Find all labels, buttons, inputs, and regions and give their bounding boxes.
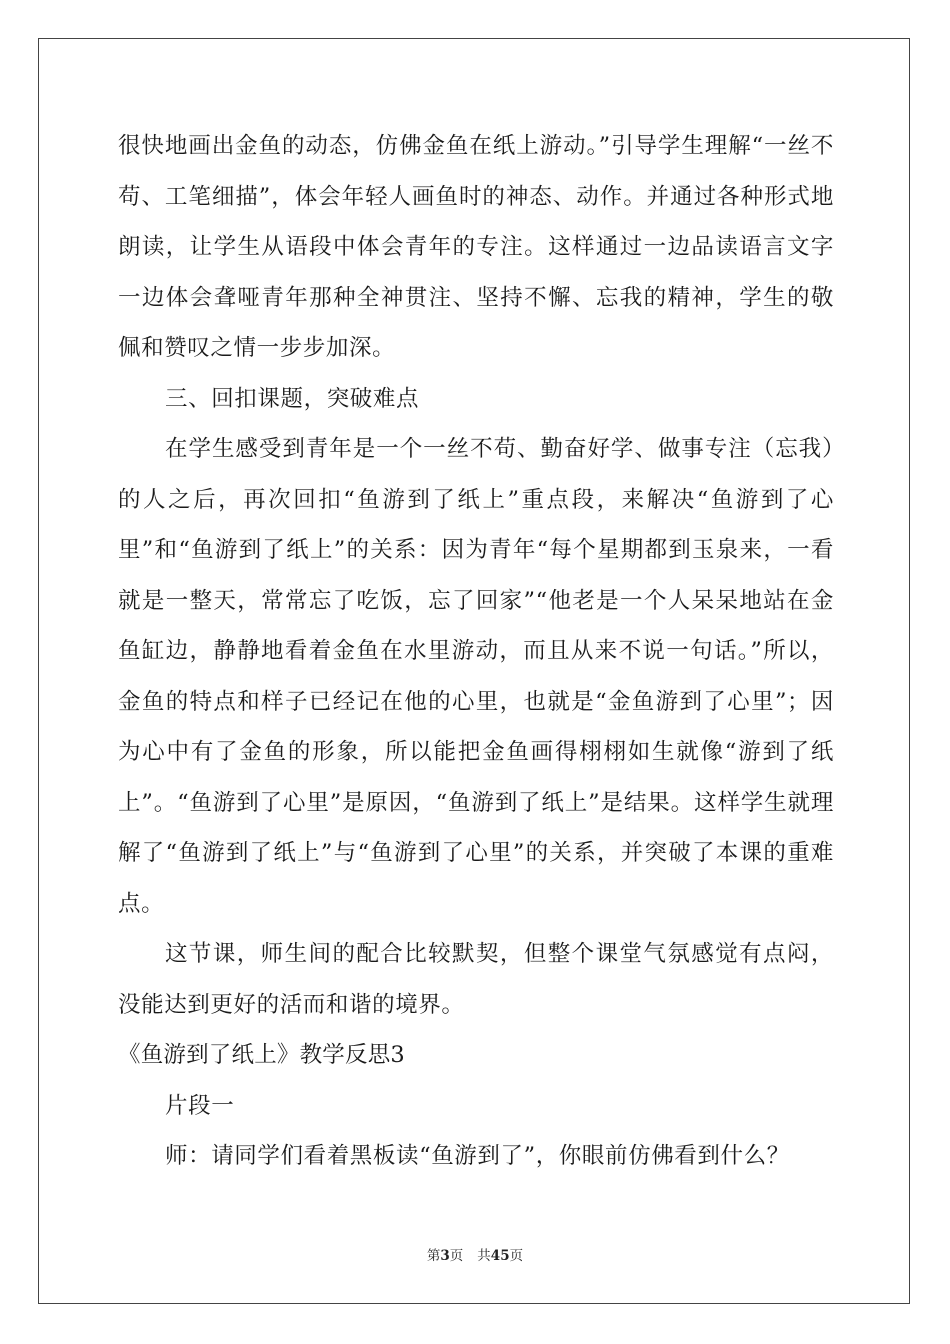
paragraph-analysis-reading: 很快地画出金鱼的动态，仿佛金鱼在纸上游动。”引导学生理解“一丝不苟、工笔细描”，体会年轻人画鱼时的神态、动作。并通过各种形式地朗读，让学生从语段中体会青年的专注。这样通过一边品读语言文字一边体会聋哑青年那种全神贯注、坚持不懈、忘我的精神，学生的敬佩和赞叹之情一步步加深。 — [118, 133, 834, 361]
footer-total-pages: 45 — [490, 1248, 510, 1264]
fragment-label: 片段一 — [165, 1092, 235, 1119]
footer-total-prefix: 共 — [477, 1248, 491, 1264]
footer-page-unit: 页 — [449, 1248, 464, 1264]
document-body — [118, 121, 834, 1182]
page-footer — [0, 1247, 950, 1265]
footer-prefix: 第 — [426, 1248, 441, 1264]
footer-total-unit: 页 — [509, 1248, 524, 1264]
paragraph-fish-in-heart: 在学生感受到青年是一个一丝不苟、勤奋好学、做事专注（忘我）的人之后，再次回扣“鱼游到了纸上”重点段，来解决“鱼游到了心里”和“鱼游到了纸上”的关系：因为青年“每个星期都到玉泉来，一看就是一整天，常常忘了吃饭，忘了回家”“他老是一个人呆呆地站在金鱼缸边，静静地看着金鱼在水里游动，而且从来不说一句话。”所以，金鱼的特点和样子已经记在他的心里，也就是“金鱼游到了心里”；因为心中有了金鱼的形象，所以能把金鱼画得栩栩如生就像“游到了纸上”。“鱼游到了心里”是原因，“鱼游到了纸上”是结果。这样学生就理解了“鱼游到了纸上”与“鱼游到了心里”的关系，并突破了本课的重难点。 — [118, 436, 834, 917]
section-heading-3: 三、回扣课题，突破难点 — [165, 385, 420, 412]
paragraph-class-summary: 这节课，师生间的配合比较默契，但整个课堂气氛感觉有点闷，没能达到更好的活而和谐的境界。 — [118, 941, 834, 1018]
footer-page-number: 3 — [440, 1248, 450, 1264]
reflection-title-3: 《鱼游到了纸上》教学反思3 — [118, 1042, 405, 1068]
paragraph-teacher-question: 师：请同学们看着黑板读“鱼游到了”，你眼前仿佛看到什么？ — [165, 1143, 790, 1169]
